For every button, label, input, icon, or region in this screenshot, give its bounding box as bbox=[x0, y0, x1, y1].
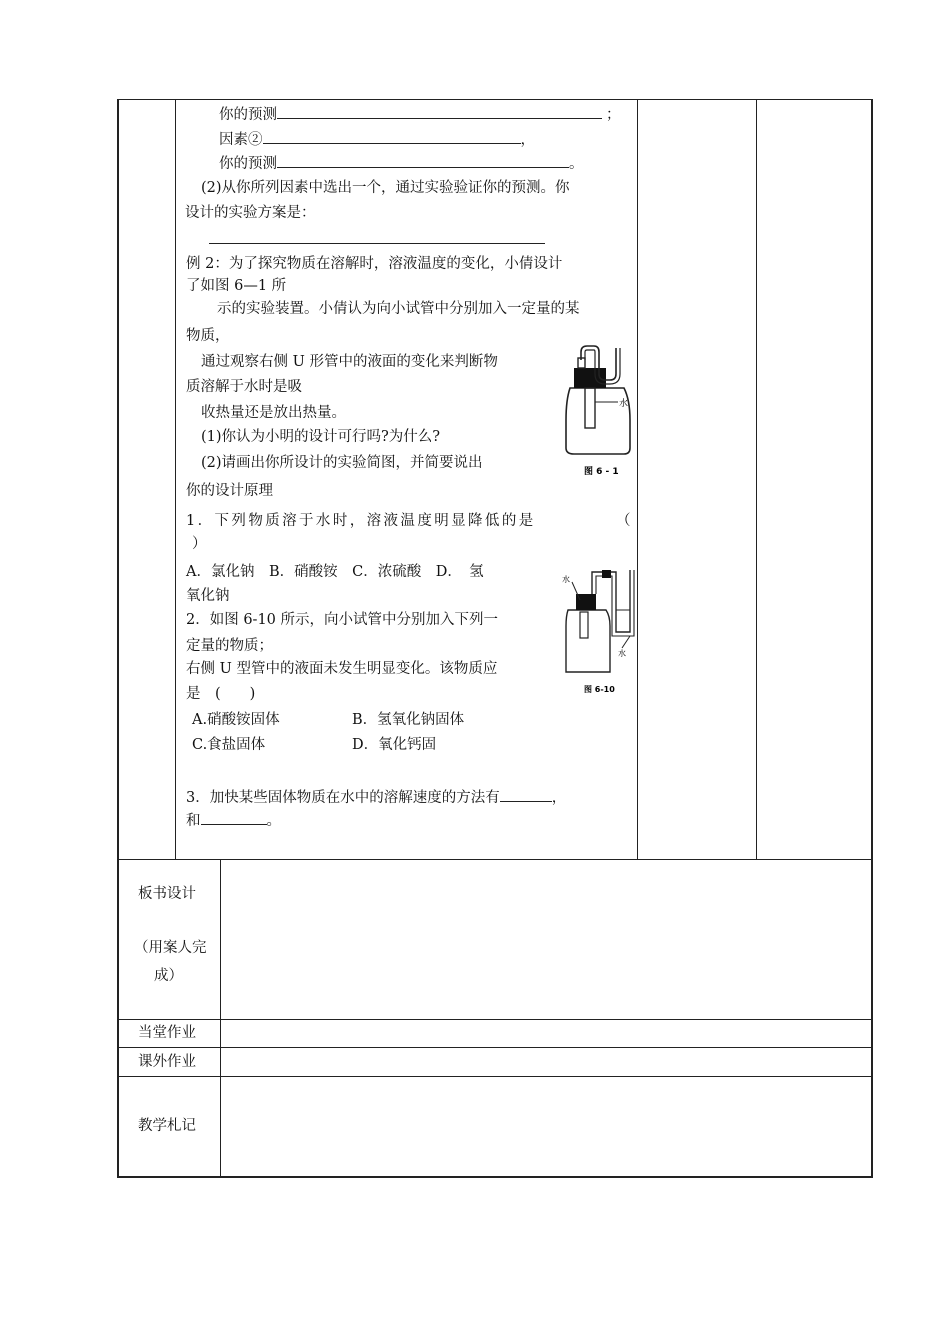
q2-line-d: 是 ( ) bbox=[186, 686, 256, 702]
figure-6-1-caption: 图 6 - 1 bbox=[584, 467, 619, 477]
q2-line-c: 右侧 U 型管中的液面未发生明显变化。该物质应 bbox=[186, 661, 498, 677]
board-design-note-1: （用案人完 bbox=[134, 940, 207, 956]
q2-option-b: B．氢氧化钠固体 bbox=[352, 712, 465, 728]
example2-line-g: 收热量还是放出热量。 bbox=[201, 405, 346, 421]
board-design-note-2: 成） bbox=[154, 968, 183, 984]
row-divider-class-hw bbox=[118, 1019, 872, 1020]
blank-line bbox=[263, 129, 521, 144]
col-divider-1 bbox=[175, 99, 176, 859]
q2-option-c: C.食盐固体 bbox=[192, 737, 266, 753]
example2-question-3: 你的设计原理 bbox=[186, 483, 273, 499]
example2-line-b: 了如图 6—1 所 bbox=[186, 278, 287, 294]
q2-option-d: D．氧化钙固 bbox=[352, 737, 437, 753]
table-right-border bbox=[871, 99, 873, 1178]
q2-option-a: A.硝酸铵固体 bbox=[192, 712, 280, 728]
example2-question-2: (2)请画出你所设计的实验简图，并简要说出 bbox=[201, 455, 483, 471]
blank-line bbox=[201, 810, 267, 825]
label-col-divider bbox=[220, 859, 221, 1177]
example2-line-e: 通过观察右侧 U 形管中的液面的变化来判断物 bbox=[201, 354, 498, 370]
example2-line-d: 物质， bbox=[186, 328, 230, 344]
blank-line bbox=[277, 104, 602, 119]
table-bottom-border bbox=[117, 1176, 873, 1178]
example2-line-f: 质溶解于水时是吸 bbox=[186, 379, 302, 395]
row-divider-notes bbox=[118, 1076, 872, 1077]
q1-paren-close: ） bbox=[192, 536, 207, 552]
q1-options-cont: 氧化钠 bbox=[186, 588, 230, 604]
prediction-line-3: 你的预测 。 bbox=[219, 153, 584, 174]
q2-line-a: 2．如图 6-10 所示，向小试管中分别加入下列一 bbox=[186, 612, 499, 628]
row-divider-board bbox=[118, 859, 872, 860]
example2-line-a: 例 2：为了探究物质在溶解时，溶液温度的变化，小倩设计 bbox=[186, 256, 563, 272]
water-label-left: 水 bbox=[562, 575, 570, 584]
figure-6-10-apparatus bbox=[558, 560, 642, 698]
q2-line-b: 定量的物质； bbox=[186, 638, 273, 654]
prediction-line-1: 你的预测 ； bbox=[219, 104, 621, 125]
board-design-label: 板书设计 bbox=[138, 886, 196, 902]
q3-line-a: 3．加快某些固体物质在水中的溶解速度的方法有 ， bbox=[186, 787, 566, 808]
example2-question-1: (1)你认为小明的设计可行吗?为什么? bbox=[201, 429, 441, 445]
water-label: 水 bbox=[619, 399, 629, 409]
blank-line bbox=[500, 787, 552, 802]
factor-line-2: 因素② ， bbox=[219, 129, 535, 150]
example2-line-c: 示的实验装置。小倩认为向小试管中分别加入一定量的某 bbox=[217, 301, 580, 317]
table-top-border bbox=[118, 99, 872, 100]
row-divider-after-hw bbox=[118, 1047, 872, 1048]
q3-line-b: 和 。 bbox=[186, 810, 281, 831]
after-class-homework-label: 课外作业 bbox=[138, 1054, 196, 1070]
col-divider-3 bbox=[756, 99, 757, 859]
water-label-right: 水 bbox=[618, 649, 626, 658]
answer-blank-line bbox=[209, 243, 545, 244]
table-left-border bbox=[117, 99, 119, 1178]
q1-paren-open: （ bbox=[616, 513, 631, 529]
class-homework-label: 当堂作业 bbox=[138, 1025, 196, 1041]
design-scheme-label: 设计的实验方案是： bbox=[185, 205, 316, 221]
teaching-notes-label: 教学札记 bbox=[138, 1118, 196, 1134]
figure-6-1-apparatus bbox=[552, 340, 642, 480]
q1-options: A．氯化钠 B．硝酸铵 C．浓硫酸 D． 氢 bbox=[186, 564, 484, 580]
figure-6-10-caption: 图 6-10 bbox=[584, 685, 615, 694]
design-instruction: (2)从你所列因素中选出一个，通过实验验证你的预测。你 bbox=[201, 180, 570, 196]
blank-line bbox=[277, 153, 569, 168]
q1-stem: 1．下列物质溶于水时，溶液温度明显降低的是 bbox=[186, 513, 536, 529]
